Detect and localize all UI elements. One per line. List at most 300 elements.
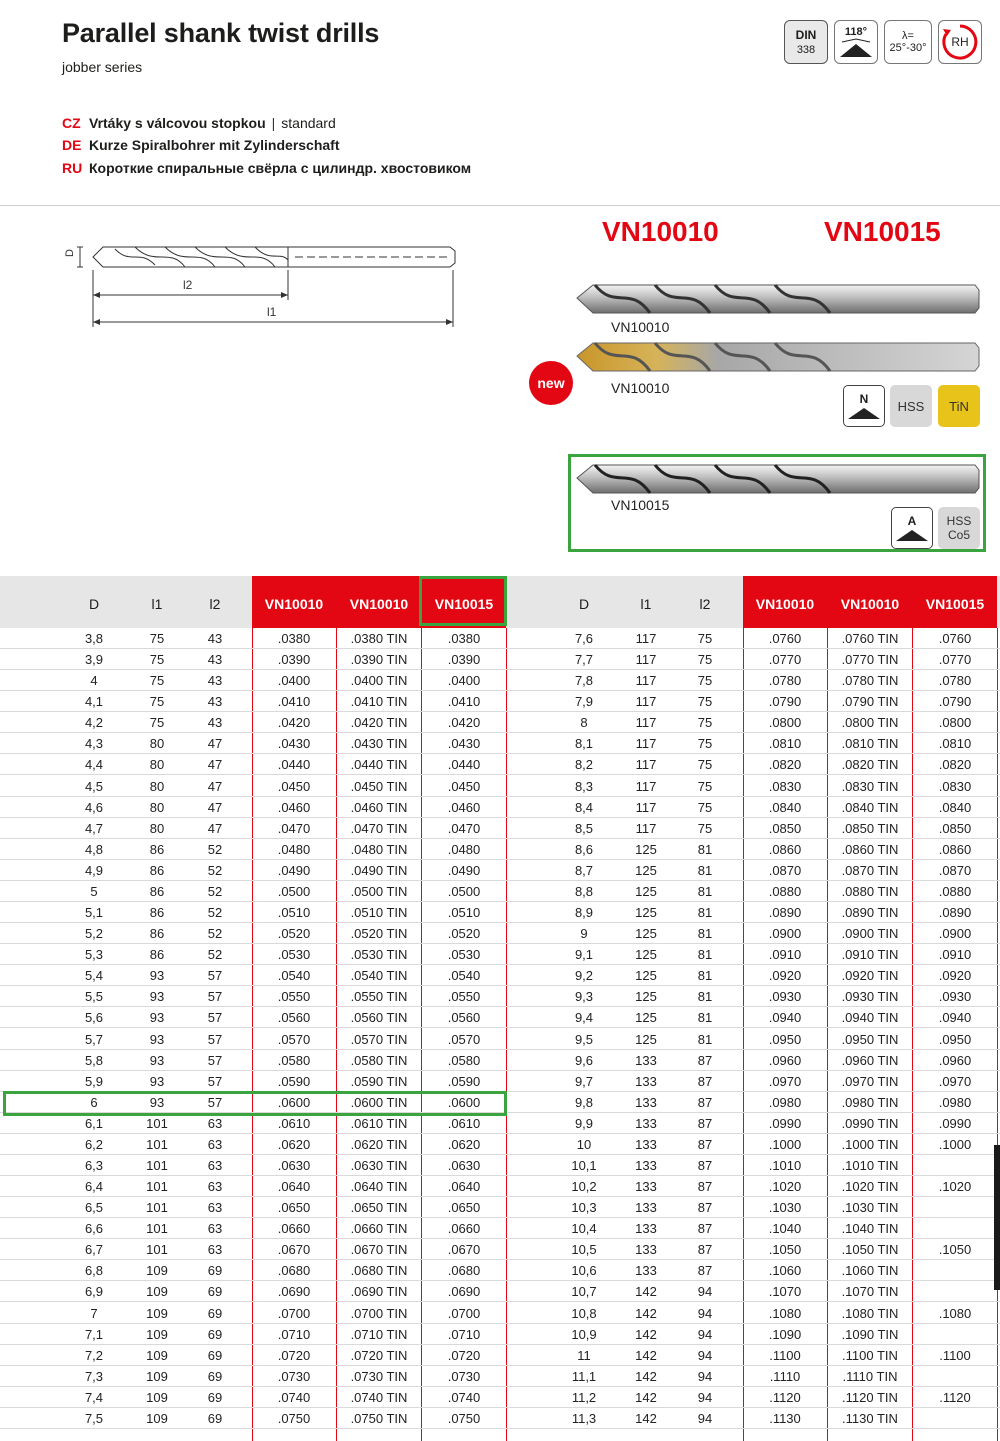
table-cell: .0750 bbox=[277, 1410, 311, 1426]
table-cell: 81 bbox=[697, 947, 713, 963]
table-cell: .0960 TIN bbox=[841, 1052, 899, 1068]
table-cell: 101 bbox=[146, 1200, 168, 1216]
table-cell: 87 bbox=[697, 1073, 713, 1089]
table-cell: 47 bbox=[207, 778, 223, 794]
table-cell: 86 bbox=[149, 926, 165, 942]
table-cell: .0420 bbox=[277, 715, 311, 731]
table-row bbox=[0, 754, 1000, 775]
th-vn10010-right: VN10010 bbox=[755, 596, 815, 612]
table-cell: .0940 bbox=[938, 1010, 972, 1026]
table-cell: 57 bbox=[207, 1031, 223, 1047]
table-row bbox=[0, 1134, 1000, 1155]
table-row bbox=[0, 1050, 1000, 1071]
table-cell: .0400 bbox=[277, 673, 311, 689]
table-cell: .0620 TIN bbox=[350, 1136, 408, 1152]
table-cell: 117 bbox=[635, 757, 657, 773]
table-row bbox=[0, 628, 1000, 649]
table-row bbox=[0, 1281, 1000, 1302]
table-cell: .0510 bbox=[447, 905, 481, 921]
table-cell: 81 bbox=[697, 883, 713, 899]
table-cell: .0480 TIN bbox=[350, 841, 408, 857]
table-cell: 10,9 bbox=[571, 1326, 597, 1342]
table-row bbox=[0, 1155, 1000, 1176]
table-cell: .0830 bbox=[938, 778, 972, 794]
th-l2-left: l2 bbox=[209, 596, 221, 612]
table-cell: .0460 bbox=[277, 799, 311, 815]
th-l1-right: l1 bbox=[640, 596, 652, 612]
table-cell: .0530 TIN bbox=[350, 947, 408, 963]
table-cell: 5,8 bbox=[84, 1052, 104, 1068]
table-cell: 52 bbox=[207, 905, 223, 921]
table-cell: .0870 TIN bbox=[841, 862, 899, 878]
table-cell: 87 bbox=[697, 1136, 713, 1152]
table-cell: 75 bbox=[149, 715, 165, 731]
table-cell: .0970 bbox=[938, 1073, 972, 1089]
table-cell: 101 bbox=[146, 1136, 168, 1152]
table-cell: .0610 bbox=[447, 1115, 481, 1131]
table-cell: .0730 TIN bbox=[350, 1368, 408, 1384]
table-cell: 125 bbox=[635, 905, 657, 921]
drill-image-vn10015 bbox=[575, 460, 980, 500]
table-cell: .0990 TIN bbox=[841, 1115, 899, 1131]
table-cell: .1020 TIN bbox=[841, 1179, 899, 1195]
table-cell: 75 bbox=[697, 736, 713, 752]
table-cell: 10,8 bbox=[571, 1305, 597, 1321]
table-cell: 75 bbox=[149, 631, 165, 646]
table-cell: 117 bbox=[635, 736, 657, 752]
table-cell: 5,5 bbox=[84, 989, 104, 1005]
table-cell: 75 bbox=[697, 715, 713, 731]
table-row bbox=[0, 860, 1000, 881]
table-cell: 133 bbox=[635, 1136, 657, 1152]
table-cell: .0500 bbox=[277, 883, 311, 899]
table-cell: .0800 bbox=[768, 715, 802, 731]
table-cell: 81 bbox=[697, 862, 713, 878]
table-row bbox=[0, 1366, 1000, 1387]
product-code-b: VN10015 bbox=[824, 216, 941, 247]
table-cell: .0830 TIN bbox=[841, 778, 899, 794]
table-cell: 93 bbox=[149, 989, 165, 1005]
table-cell: 81 bbox=[697, 989, 713, 1005]
table-cell: 109 bbox=[146, 1410, 168, 1426]
table-cell: .0650 bbox=[447, 1200, 481, 1216]
th-l2-right: l2 bbox=[699, 596, 711, 612]
table-cell: 69 bbox=[207, 1284, 223, 1300]
table-cell: .1100 TIN bbox=[842, 1347, 898, 1363]
table-cell: 47 bbox=[207, 757, 223, 773]
table-cell: .0760 TIN bbox=[841, 631, 899, 646]
table-cell: 7,9 bbox=[574, 694, 594, 710]
table-cell: .0670 bbox=[277, 1242, 311, 1258]
table-cell: 7,2 bbox=[84, 1347, 104, 1363]
table-cell: .0730 bbox=[277, 1368, 311, 1384]
table-cell: 93 bbox=[149, 1073, 165, 1089]
table-cell: 8,1 bbox=[574, 736, 594, 752]
table-cell: .0810 TIN bbox=[841, 736, 899, 752]
table-cell: .0820 bbox=[768, 757, 802, 773]
table-cell: 125 bbox=[635, 862, 657, 878]
table-cell: .0380 bbox=[277, 631, 311, 646]
table-cell: 87 bbox=[697, 1200, 713, 1216]
table-row bbox=[0, 691, 1000, 712]
drill-caption-3: VN10015 bbox=[611, 497, 670, 513]
page-title: Parallel shank twist drills bbox=[62, 18, 380, 48]
table-cell: .0850 bbox=[768, 820, 802, 836]
table-cell: .0740 bbox=[447, 1389, 481, 1405]
d-label: D bbox=[64, 249, 76, 257]
table-cell: .0940 bbox=[768, 1010, 802, 1026]
table-cell: .0870 bbox=[938, 862, 972, 878]
table-cell: .1070 bbox=[768, 1284, 802, 1300]
table-cell: 4,7 bbox=[84, 820, 104, 836]
table-cell: 10,3 bbox=[571, 1200, 597, 1216]
table-cell: 93 bbox=[149, 1010, 165, 1026]
table-cell: .1040 bbox=[768, 1221, 802, 1237]
table-cell: 81 bbox=[697, 1010, 713, 1026]
table-cell: 6,8 bbox=[84, 1263, 104, 1279]
table-cell: 9 bbox=[580, 926, 588, 942]
table-row bbox=[0, 839, 1000, 860]
table-cell: .0780 TIN bbox=[841, 673, 899, 689]
table-cell: 93 bbox=[149, 1031, 165, 1047]
table-cell: .0920 bbox=[938, 968, 972, 984]
table-cell: 5,2 bbox=[84, 926, 104, 942]
table-cell: 87 bbox=[697, 1179, 713, 1195]
table-cell: 117 bbox=[635, 820, 657, 836]
table-cell: .0870 bbox=[768, 862, 802, 878]
table-cell: 6,4 bbox=[84, 1179, 104, 1195]
table-cell: .0600 bbox=[277, 1094, 311, 1110]
table-cell: .0590 TIN bbox=[350, 1073, 408, 1089]
table-cell: 4 bbox=[90, 673, 98, 689]
table-cell: .0540 TIN bbox=[350, 968, 408, 984]
table-cell: .0780 bbox=[938, 673, 972, 689]
table-cell: 43 bbox=[207, 694, 223, 710]
table-row bbox=[0, 1345, 1000, 1366]
table-cell: 142 bbox=[635, 1305, 657, 1321]
table-cell: 8,3 bbox=[574, 778, 594, 794]
table-cell: 87 bbox=[697, 1263, 713, 1279]
table-cell: .0450 bbox=[447, 778, 481, 794]
table-cell: .0580 bbox=[277, 1052, 311, 1068]
table-cell: 10,7 bbox=[571, 1284, 597, 1300]
table-cell: .0560 bbox=[447, 1010, 481, 1026]
table-cell: 7,3 bbox=[84, 1368, 104, 1384]
table-cell: .0920 TIN bbox=[841, 968, 899, 984]
table-cell: 6,1 bbox=[84, 1115, 104, 1131]
table-cell: 6,6 bbox=[84, 1221, 104, 1237]
table-cell: 9,6 bbox=[574, 1052, 594, 1068]
table-cell: .0770 TIN bbox=[841, 652, 899, 668]
table-cell: 47 bbox=[207, 820, 223, 836]
table-cell: .0760 bbox=[768, 631, 802, 646]
table-cell: .1080 bbox=[938, 1305, 972, 1321]
table-cell: 142 bbox=[635, 1368, 657, 1384]
table-cell: .0590 bbox=[277, 1073, 311, 1089]
table-cell: 6 bbox=[90, 1094, 98, 1110]
table-cell: 142 bbox=[635, 1284, 657, 1300]
lang-line-ru: RU Короткие спиральные свёрла с цилиндр. хвостовиком bbox=[62, 160, 472, 176]
table-cell: 86 bbox=[149, 862, 165, 878]
table-cell: .0390 bbox=[447, 652, 481, 668]
table-cell: .0410 bbox=[277, 694, 311, 710]
table-cell: .1000 bbox=[938, 1136, 972, 1152]
table-cell: 125 bbox=[635, 883, 657, 899]
table-cell: 81 bbox=[697, 968, 713, 984]
table-cell: .1120 TIN bbox=[842, 1389, 898, 1405]
table-cell: 101 bbox=[146, 1115, 168, 1131]
svg-text:RH: RH bbox=[951, 35, 969, 49]
table-cell: 101 bbox=[146, 1242, 168, 1258]
table-cell: 43 bbox=[207, 631, 223, 646]
table-cell: 4,3 bbox=[84, 736, 104, 752]
table-cell: .0450 bbox=[277, 778, 311, 794]
table-cell: .0560 TIN bbox=[350, 1010, 408, 1026]
table-cell: 125 bbox=[635, 947, 657, 963]
table-cell: .1110 TIN bbox=[842, 1368, 898, 1384]
table-cell: 69 bbox=[207, 1263, 223, 1279]
table-cell: .0660 bbox=[447, 1221, 481, 1237]
row-divider bbox=[0, 1428, 1000, 1429]
table-cell: .0900 bbox=[938, 926, 972, 942]
table-cell: 94 bbox=[697, 1347, 713, 1363]
table-cell: .0520 TIN bbox=[350, 926, 408, 942]
table-cell: .0720 TIN bbox=[350, 1347, 408, 1363]
table-cell: 7,7 bbox=[574, 652, 594, 668]
table-cell: 8,8 bbox=[574, 883, 594, 899]
table-cell: .0770 bbox=[938, 652, 972, 668]
table-cell: .0520 bbox=[277, 926, 311, 942]
table-cell: .0670 TIN bbox=[350, 1242, 408, 1258]
table-cell: 8,9 bbox=[574, 905, 594, 921]
table-cell: 5 bbox=[90, 883, 98, 899]
table-cell: .0490 TIN bbox=[350, 862, 408, 878]
table-cell: 52 bbox=[207, 862, 223, 878]
table-cell: 125 bbox=[635, 989, 657, 1005]
table-cell: .0820 bbox=[938, 757, 972, 773]
table-cell: 69 bbox=[207, 1305, 223, 1321]
table-cell: 10,5 bbox=[571, 1242, 597, 1258]
table-cell: .0580 TIN bbox=[350, 1052, 408, 1068]
table-cell: 87 bbox=[697, 1115, 713, 1131]
table-cell: 109 bbox=[146, 1389, 168, 1405]
table-cell: .1100 bbox=[939, 1347, 971, 1363]
th-vn10015-left: VN10015 bbox=[434, 596, 494, 612]
table-row bbox=[0, 1387, 1000, 1408]
table-cell: .0430 bbox=[277, 736, 311, 752]
table-cell: 142 bbox=[635, 1326, 657, 1342]
table-cell: .0660 bbox=[277, 1221, 311, 1237]
table-cell: 133 bbox=[635, 1052, 657, 1068]
table-cell: .0730 bbox=[447, 1368, 481, 1384]
table-cell: 7,6 bbox=[574, 631, 594, 646]
table-cell: .0910 bbox=[768, 947, 802, 963]
table-cell: 125 bbox=[635, 1010, 657, 1026]
table-cell: .0380 bbox=[447, 631, 481, 646]
table-row bbox=[0, 1197, 1000, 1218]
table-cell: 57 bbox=[207, 1073, 223, 1089]
table-cell: 87 bbox=[697, 1094, 713, 1110]
table-cell: 43 bbox=[207, 715, 223, 731]
th-l1-left: l1 bbox=[151, 596, 163, 612]
table-cell: .0550 bbox=[277, 989, 311, 1005]
th-vn10015-right: VN10015 bbox=[925, 596, 985, 612]
material-a-icon: A bbox=[891, 507, 933, 549]
table-cell: 6,7 bbox=[84, 1242, 104, 1258]
table-cell: .0690 TIN bbox=[350, 1284, 408, 1300]
product-code-a: VN10010 bbox=[602, 216, 719, 247]
table-row bbox=[0, 1007, 1000, 1028]
table-cell: 47 bbox=[207, 799, 223, 815]
table-cell: .0980 bbox=[938, 1094, 972, 1110]
table-cell: 87 bbox=[697, 1221, 713, 1237]
highlight-vn10015-header bbox=[419, 576, 507, 626]
table-cell: .0480 bbox=[277, 841, 311, 857]
table-cell: 9,8 bbox=[574, 1094, 594, 1110]
table-cell: .0820 TIN bbox=[841, 757, 899, 773]
table-row bbox=[0, 1176, 1000, 1197]
table-cell: .0800 TIN bbox=[841, 715, 899, 731]
table-row bbox=[0, 670, 1000, 691]
table-cell: 52 bbox=[207, 883, 223, 899]
table-cell: .0980 bbox=[768, 1094, 802, 1110]
table-cell: .0570 bbox=[447, 1031, 481, 1047]
table-cell: 4,6 bbox=[84, 799, 104, 815]
table-cell: 117 bbox=[635, 694, 657, 710]
table-cell: 142 bbox=[635, 1389, 657, 1405]
table-cell: .0740 TIN bbox=[350, 1389, 408, 1405]
table-cell: .0860 bbox=[938, 841, 972, 857]
table-cell: 142 bbox=[635, 1347, 657, 1363]
table-cell: 75 bbox=[697, 673, 713, 689]
table-cell: 11,3 bbox=[571, 1410, 597, 1426]
table-cell: 80 bbox=[149, 778, 165, 794]
table-cell: 75 bbox=[697, 694, 713, 710]
table-cell: 117 bbox=[635, 652, 657, 668]
table-cell: 80 bbox=[149, 820, 165, 836]
table-cell: .0900 TIN bbox=[841, 926, 899, 942]
table-cell: .1130 TIN bbox=[842, 1410, 898, 1426]
table-cell: .0740 bbox=[277, 1389, 311, 1405]
table-cell: 8 bbox=[580, 715, 588, 731]
table-cell: .0880 bbox=[768, 883, 802, 899]
table-cell: 117 bbox=[635, 778, 657, 794]
th-d-left: D bbox=[88, 596, 100, 612]
table-cell: 109 bbox=[146, 1347, 168, 1363]
table-cell: .0800 bbox=[938, 715, 972, 731]
lang-line-de: DE Kurze Spiralbohrer mit Zylinderschaft bbox=[62, 137, 340, 153]
table-cell: 75 bbox=[149, 673, 165, 689]
table-cell: .0910 bbox=[938, 947, 972, 963]
table-cell: .0780 bbox=[768, 673, 802, 689]
page-subtitle: jobber series bbox=[62, 59, 143, 75]
table-cell: 93 bbox=[149, 1094, 165, 1110]
table-cell: 81 bbox=[697, 926, 713, 942]
right-hand-icon bbox=[938, 20, 982, 64]
table-cell: 87 bbox=[697, 1052, 713, 1068]
table-cell: 93 bbox=[149, 1052, 165, 1068]
drill-image-vn10010-tin bbox=[575, 338, 980, 378]
table-cell: .0860 TIN bbox=[841, 841, 899, 857]
table-cell: .0480 bbox=[447, 841, 481, 857]
table-cell: 94 bbox=[697, 1410, 713, 1426]
table-cell: 7,8 bbox=[574, 673, 594, 689]
table-cell: .1060 TIN bbox=[841, 1263, 899, 1279]
table-cell: 63 bbox=[207, 1158, 223, 1173]
table-cell: .1070 TIN bbox=[841, 1284, 899, 1300]
table-cell: .0630 TIN bbox=[350, 1158, 408, 1173]
drill-caption-2: VN10010 bbox=[611, 380, 670, 396]
table-cell: .0950 bbox=[768, 1031, 802, 1047]
table-cell: .0930 bbox=[938, 989, 972, 1005]
table-cell: .0640 TIN bbox=[350, 1179, 408, 1195]
table-cell: .0670 bbox=[447, 1242, 481, 1258]
table-cell: 80 bbox=[149, 736, 165, 752]
table-cell: .1020 bbox=[768, 1179, 802, 1195]
scrollbar-thumb[interactable] bbox=[994, 1145, 1000, 1290]
table-cell: 109 bbox=[146, 1326, 168, 1342]
table-cell: .0750 TIN bbox=[350, 1410, 408, 1426]
table-cell: 47 bbox=[207, 736, 223, 752]
table-cell: 93 bbox=[149, 968, 165, 984]
table-cell: .1040 TIN bbox=[841, 1221, 899, 1237]
table-cell: 3,8 bbox=[84, 631, 104, 646]
table-cell: .0720 bbox=[447, 1347, 481, 1363]
table-cell: 63 bbox=[207, 1115, 223, 1131]
table-cell: .0960 bbox=[768, 1052, 802, 1068]
table-cell: 11,1 bbox=[571, 1368, 597, 1384]
table-cell: .0850 bbox=[938, 820, 972, 836]
table-cell: .0440 bbox=[277, 757, 311, 773]
table-row bbox=[0, 1218, 1000, 1239]
table-cell: 81 bbox=[697, 905, 713, 921]
table-cell: .0790 bbox=[938, 694, 972, 710]
table-cell: .0890 bbox=[938, 905, 972, 921]
table-cell: .0970 TIN bbox=[841, 1073, 899, 1089]
table-cell: .1060 bbox=[768, 1263, 802, 1279]
table-cell: 7,1 bbox=[84, 1326, 104, 1342]
table-cell: .0600 TIN bbox=[350, 1094, 408, 1110]
table-cell: 133 bbox=[635, 1073, 657, 1089]
helix-angle-icon: λ= 25°-30° bbox=[884, 20, 932, 64]
spec-icons bbox=[784, 20, 982, 64]
table-cell: 125 bbox=[635, 841, 657, 857]
table-cell: 125 bbox=[635, 968, 657, 984]
table-row bbox=[0, 733, 1000, 754]
table-cell: 133 bbox=[635, 1179, 657, 1195]
table-cell: .1050 TIN bbox=[841, 1242, 899, 1258]
table-cell: .1080 TIN bbox=[841, 1305, 899, 1321]
table-cell: .0620 bbox=[277, 1136, 311, 1152]
table-cell: .0470 bbox=[277, 820, 311, 836]
table-cell: 9,7 bbox=[574, 1073, 594, 1089]
table-cell: .0530 bbox=[277, 947, 311, 963]
th-vn10010-tin-left: VN10010 bbox=[349, 596, 409, 612]
table-cell: 94 bbox=[697, 1305, 713, 1321]
table-cell: .0840 bbox=[768, 799, 802, 815]
table-cell: 94 bbox=[697, 1389, 713, 1405]
table-cell: .0490 bbox=[447, 862, 481, 878]
table-cell: .0980 TIN bbox=[841, 1094, 899, 1110]
table-cell: .0470 bbox=[447, 820, 481, 836]
table-cell: .0400 TIN bbox=[350, 673, 408, 689]
table-cell: .0890 bbox=[768, 905, 802, 921]
table-cell: 52 bbox=[207, 926, 223, 942]
table-cell: .0680 bbox=[447, 1263, 481, 1279]
new-badge: new bbox=[529, 361, 573, 405]
table-cell: 81 bbox=[697, 1031, 713, 1047]
highlight-row-6 bbox=[3, 1091, 507, 1116]
